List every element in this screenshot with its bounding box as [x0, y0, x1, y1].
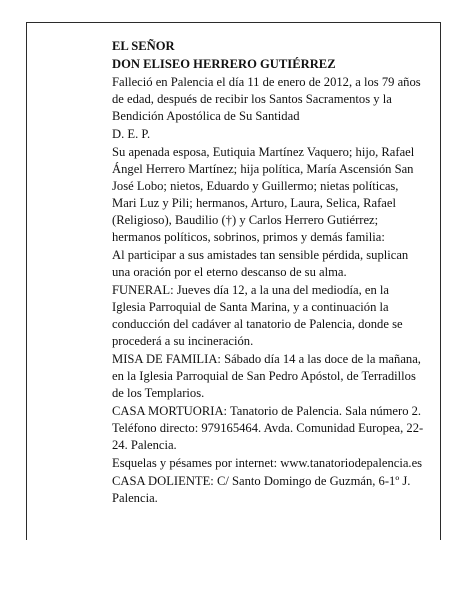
rip-line: D. E. P.: [112, 127, 151, 141]
family-mass-info: MISA DE FAMILIA: Sábado día 14 a las doce de la mañana, en la Iglesia Parroquial de San Pedro Apóstol, de Terradillos de los Templarios.: [112, 352, 421, 400]
obituary-notice: [112, 38, 424, 508]
prayer-request: Al participar a sus amistades tan sensible pérdida, suplican una oración por el eterno descanso de su alma.: [112, 248, 409, 279]
deceased-name: DON ELISEO HERRERO GUTIÉRREZ: [112, 57, 336, 71]
mortuary-info: CASA MORTUORIA: Tanatorio de Palencia. Sala número 2. Teléfono directo: 979165464. Avda. Comunidad Europea, 22-24. Palencia.: [112, 404, 424, 452]
internet-condolences: Esquelas y pésames por internet: www.tanatoriodepalencia.es: [112, 456, 423, 470]
death-details: Falleció en Palencia el día 11 de enero de 2012, a los 79 años de edad, después de recibir los Santos Sacramentos y la Bendición Apostólica de Su Santidad: [112, 75, 421, 123]
funeral-info: FUNERAL: Jueves día 12, a la una del mediodía, en la Iglesia Parroquial de Santa Marina, y a continuación la conducción del cadáver al tanatorio de Palencia, donde se procederá a su incineración.: [112, 283, 403, 348]
mourning-house-info: CASA DOLIENTE: C/ Santo Domingo de Guzmán, 6-1º J. Palencia.: [112, 474, 411, 505]
family-list: Su apenada esposa, Eutiquia Martínez Vaquero; hijo, Rafael Ángel Herrero Martínez; hija política, María Ascensión San José Lobo; nietos, Eduardo y Guillermo; nietas políticas, Mari Luz y Pili; hermanos, Arturo, Laura, Selica, Rafael (Religioso), Baudilio (†) y Carlos Herrero Gutiérrez; hermanos políticos, sobrinos, primos y demás familia:: [112, 145, 415, 244]
notice-heading: EL SEÑOR: [112, 39, 175, 53]
